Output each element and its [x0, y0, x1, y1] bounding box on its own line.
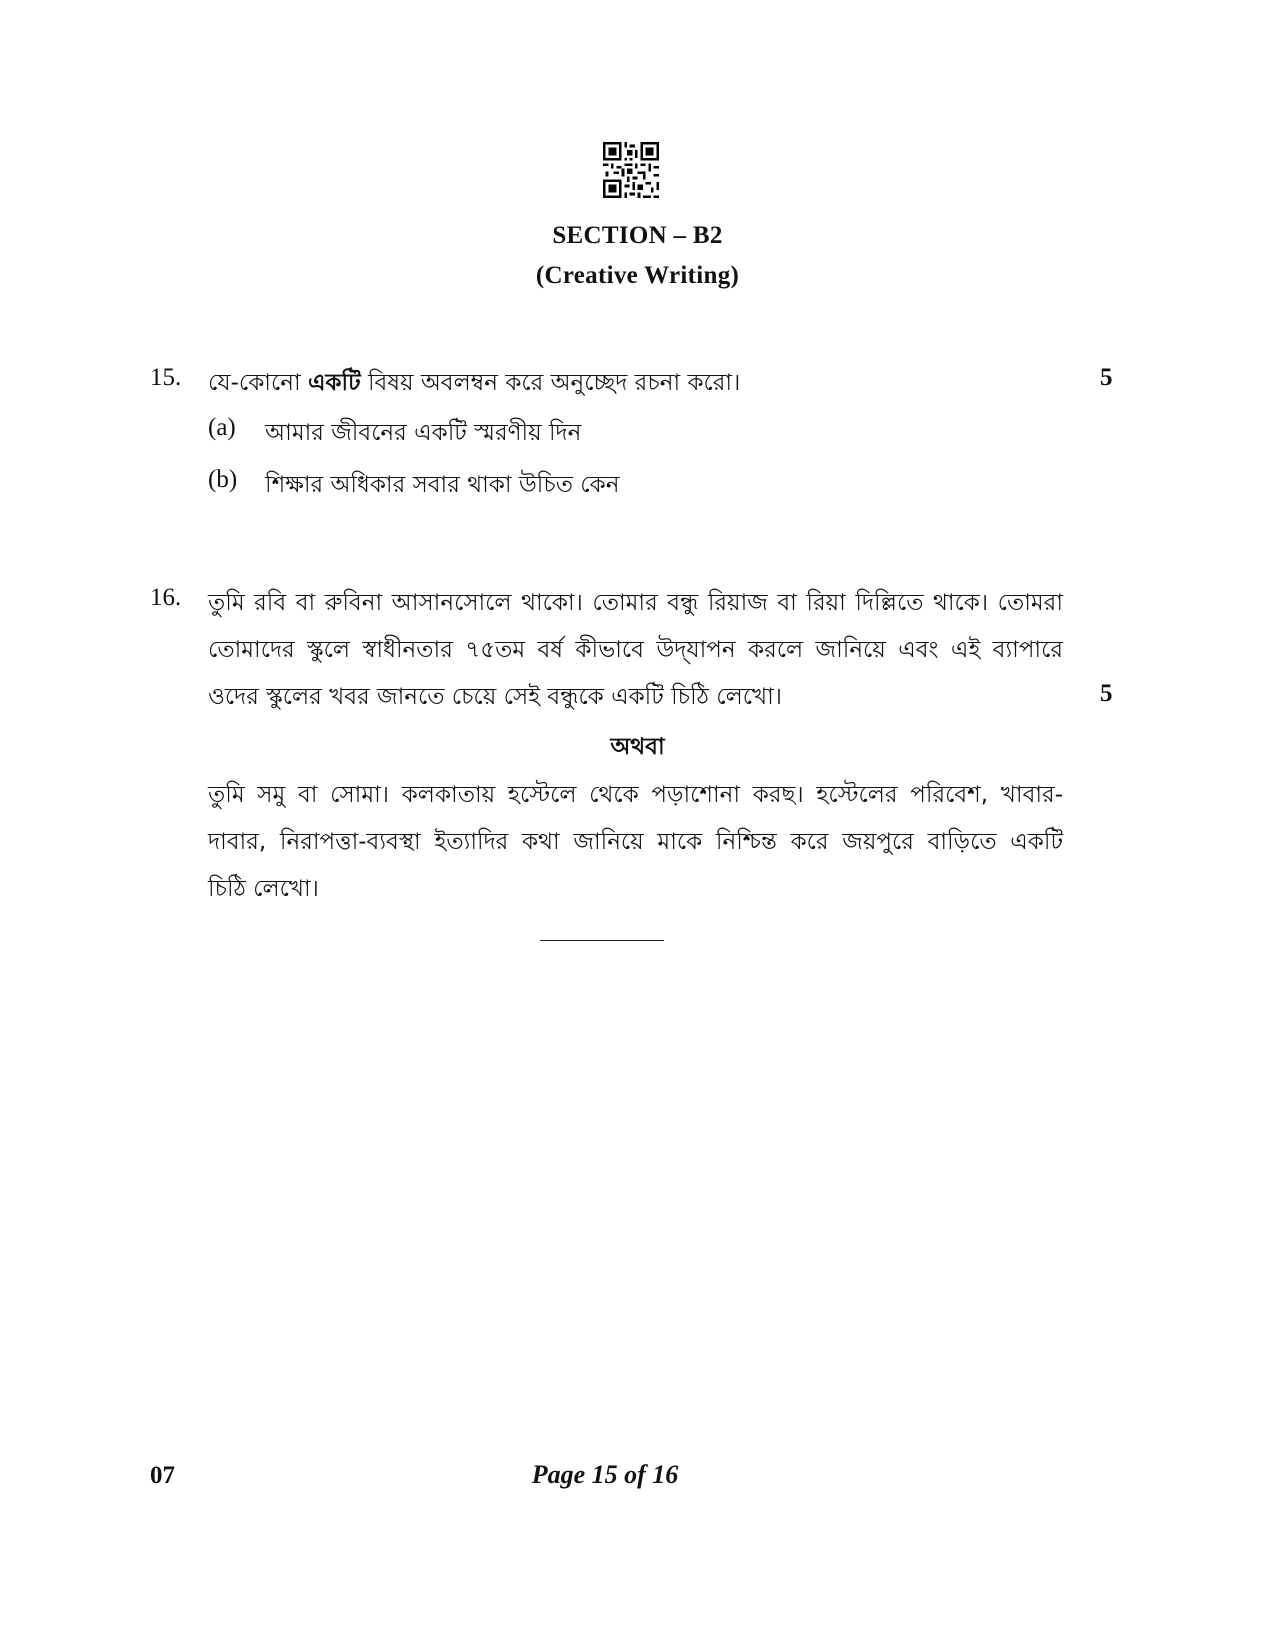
alternate-line: তুমি সমু বা সোমা। কলকাতায় হস্টেলে থেকে পড়াশোনা করছ। হস্টেলের পরিবেশ, খাবার-: [208, 782, 1063, 808]
end-rule: [540, 940, 664, 941]
question-line: তুমি রবি বা রুবিনা আসানসোলে থাকো। তোমার বন্ধু রিয়াজ বা রিয়া দিল্লিতে থাকে। তোমরা: [208, 590, 1063, 616]
question-number: 16.: [150, 584, 182, 611]
alternate-line: দাবার, নিরাপত্তা-ব্যবস্থা ইত্যাদির কথা জানিয়ে মাকে নিশ্চিন্ত করে জয়পুরে বাড়িতে একটি: [208, 829, 1063, 855]
section-title: SECTION – B2: [552, 222, 723, 249]
option-label: (a): [208, 414, 236, 441]
question-number: 15.: [150, 364, 182, 391]
page-number: Page 15 of 16: [531, 1460, 679, 1489]
paper-code: 07: [150, 1462, 175, 1489]
section-subtitle: (Creative Writing): [535, 262, 740, 289]
question-line: তোমাদের স্কুলে স্বাধীনতার ৭৫তম বর্ষ কীভাবে উদ্‌যাপন করলে জানিয়ে এবং এই ব্যাপারে: [208, 637, 1063, 663]
prompt-text: বিষয় অবলম্বন করে অনুচ্ছেদ রচনা করো।: [360, 370, 741, 396]
prompt-emphasis: একটি: [307, 370, 361, 396]
prompt-text: যে-কোনো: [208, 370, 308, 396]
question-marks: 5: [1100, 364, 1113, 391]
question-line: ওদের স্কুলের খবর জানতে চেয়ে সেই বন্ধুকে একটি চিঠি লেখো।: [208, 684, 782, 710]
option-label: (b): [208, 466, 238, 493]
option-text: আমার জীবনের একটি স্মরণীয় দিন: [265, 420, 582, 446]
or-divider: অথবা: [610, 734, 665, 760]
qr-code-icon: [603, 142, 659, 198]
alternate-line: চিঠি লেখো।: [208, 876, 319, 902]
question-prompt: [208, 364, 740, 403]
option-text: শিক্ষার অধিকার সবার থাকা উচিত কেন: [265, 472, 620, 498]
question-marks: 5: [1100, 680, 1113, 707]
